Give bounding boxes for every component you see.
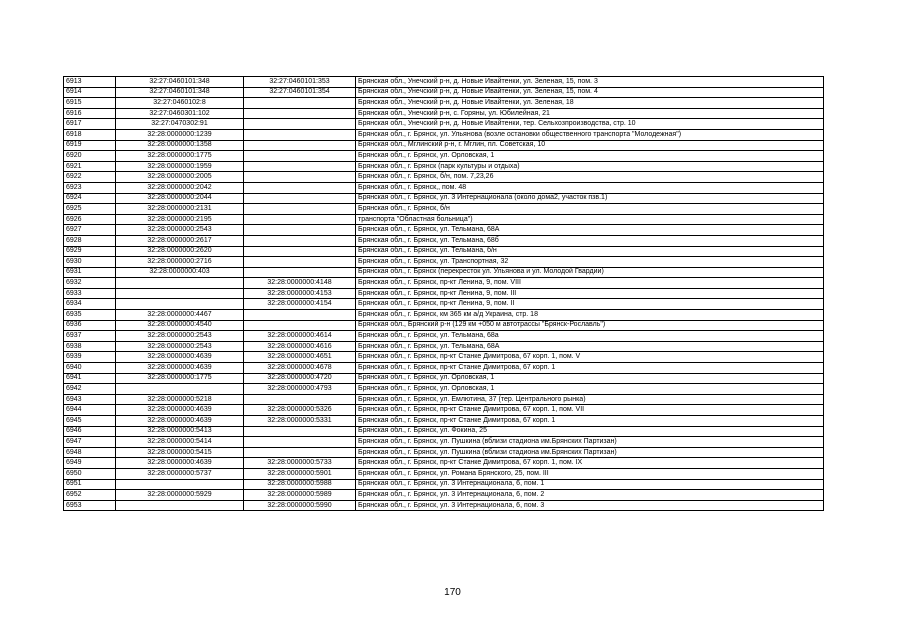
parent-cadastral-number-cell: 32:28:0000000:4540 [116, 320, 244, 331]
table-row [64, 447, 824, 458]
table-row [64, 87, 824, 98]
address-cell: Брянская обл., г. Брянск, пр-кт Станке Димитрова, 67 корп. 1, пом. VII [356, 405, 824, 416]
cadastral-number-cell: 32:28:0000000:5733 [244, 458, 356, 469]
row-number-cell: 6937 [64, 331, 116, 342]
address-cell: Брянская обл., г. Брянск, ул. Фокина, 25 [356, 426, 824, 437]
cadastral-number-cell: 32:28:0000000:4154 [244, 299, 356, 310]
parent-cadastral-number-cell: 32:28:0000000:5737 [116, 468, 244, 479]
table-row [64, 246, 824, 257]
cadastral-number-cell [244, 140, 356, 151]
row-number-cell: 6916 [64, 108, 116, 119]
parent-cadastral-number-cell: 32:28:0000000:2543 [116, 331, 244, 342]
table-row [64, 490, 824, 501]
row-number-cell: 6950 [64, 468, 116, 479]
cadastral-number-cell: 32:28:0000000:5326 [244, 405, 356, 416]
cadastral-number-cell [244, 235, 356, 246]
table-row [64, 310, 824, 321]
address-cell: Брянская обл., Унечский р-н, д. Новые Ивайтенки, тер. Сельхозпроизводства, стр. 10 [356, 119, 824, 130]
address-cell: Брянская обл., г. Брянск, км 365 км а/д Украина, стр. 18 [356, 310, 824, 321]
parent-cadastral-number-cell [116, 500, 244, 511]
table-row [64, 77, 824, 88]
row-number-cell: 6933 [64, 288, 116, 299]
row-number-cell: 6929 [64, 246, 116, 257]
row-number-cell: 6921 [64, 161, 116, 172]
cadastral-number-cell: 32:28:0000000:5331 [244, 416, 356, 427]
address-cell: Брянская обл., г. Брянск, ул. 3 Интернационала (около дома2, участок пзв.1) [356, 193, 824, 204]
table-row [64, 299, 824, 310]
row-number-cell: 6945 [64, 416, 116, 427]
parent-cadastral-number-cell: 32:27:0460102:8 [116, 98, 244, 109]
table-row [64, 437, 824, 448]
row-number-cell: 6939 [64, 352, 116, 363]
row-number-cell: 6940 [64, 363, 116, 374]
parent-cadastral-number-cell: 32:28:0000000:4639 [116, 405, 244, 416]
cadastral-number-cell [244, 161, 356, 172]
cadastral-number-cell [244, 193, 356, 204]
row-number-cell: 6924 [64, 193, 116, 204]
cadastral-number-cell: 32:28:0000000:4148 [244, 278, 356, 289]
row-number-cell: 6917 [64, 119, 116, 130]
row-number-cell: 6941 [64, 373, 116, 384]
table-row [64, 108, 824, 119]
table-row [64, 373, 824, 384]
parent-cadastral-number-cell: 32:28:0000000:2617 [116, 235, 244, 246]
address-cell: Брянская обл., г. Брянск, ул. Тельмана, б/н [356, 246, 824, 257]
row-number-cell: 6926 [64, 214, 116, 225]
parent-cadastral-number-cell [116, 278, 244, 289]
cadastral-number-cell [244, 310, 356, 321]
table-row [64, 352, 824, 363]
cadastral-number-cell [244, 437, 356, 448]
table-row [64, 235, 824, 246]
address-cell: Брянская обл., г. Брянск, б/н, пом. 7,23,26 [356, 172, 824, 183]
cadastral-number-cell [244, 204, 356, 215]
parent-cadastral-number-cell: 32:28:0000000:2005 [116, 172, 244, 183]
address-cell: Брянская обл., г. Брянск, ул. 3 Интернационала, 6, пом. 2 [356, 490, 824, 501]
cadastral-number-cell [244, 98, 356, 109]
table-row [64, 341, 824, 352]
row-number-cell: 6949 [64, 458, 116, 469]
cadastral-number-cell: 32:28:0000000:4614 [244, 331, 356, 342]
table-row [64, 458, 824, 469]
parent-cadastral-number-cell: 32:28:0000000:5218 [116, 394, 244, 405]
table-row [64, 214, 824, 225]
parent-cadastral-number-cell [116, 384, 244, 395]
parent-cadastral-number-cell: 32:27:0460101:348 [116, 77, 244, 88]
row-number-cell: 6918 [64, 129, 116, 140]
table-row [64, 225, 824, 236]
parent-cadastral-number-cell: 32:28:0000000:1775 [116, 151, 244, 162]
address-cell: Брянская обл., Мглинский р-н, г. Мглин, пл. Советская, 10 [356, 140, 824, 151]
cadastral-number-cell [244, 257, 356, 268]
row-number-cell: 6922 [64, 172, 116, 183]
cadastral-number-cell: 32:28:0000000:5988 [244, 479, 356, 490]
parent-cadastral-number-cell [116, 299, 244, 310]
table-row [64, 267, 824, 278]
cadastral-number-cell [244, 320, 356, 331]
row-number-cell: 6920 [64, 151, 116, 162]
table-row [64, 278, 824, 289]
address-cell: Брянская обл., Унечский р-н, д. Новые Ивайтенки, ул. Зеленая, 15, пом. 4 [356, 87, 824, 98]
table-row [64, 416, 824, 427]
cadastral-number-cell: 32:28:0000000:4793 [244, 384, 356, 395]
cadastral-number-cell [244, 108, 356, 119]
row-number-cell: 6915 [64, 98, 116, 109]
address-cell: Брянская обл., г. Брянск, ул. Емлютина, 37 (тер. Центрального рынка) [356, 394, 824, 405]
address-cell: Брянская обл., г. Брянск, б/н [356, 204, 824, 215]
cadastral-number-cell [244, 214, 356, 225]
table-row [64, 119, 824, 130]
address-cell: Брянская обл., г. Брянск, ул. Пушкина (вблизи стадиона им.Брянских Партизан) [356, 437, 824, 448]
address-cell: Брянская обл., г. Брянск, ул. 3 Интернационала, 6, пом. 1 [356, 479, 824, 490]
table-row [64, 98, 824, 109]
row-number-cell: 6942 [64, 384, 116, 395]
address-cell: Брянская обл., г. Брянск, ул. Тельмана, 68а [356, 331, 824, 342]
parent-cadastral-number-cell: 32:28:0000000:2195 [116, 214, 244, 225]
table-row [64, 204, 824, 215]
parent-cadastral-number-cell: 32:27:0460301:102 [116, 108, 244, 119]
row-number-cell: 6930 [64, 257, 116, 268]
cadastral-number-cell: 32:28:0000000:5990 [244, 500, 356, 511]
parent-cadastral-number-cell: 32:28:0000000:4639 [116, 363, 244, 374]
parent-cadastral-number-cell: 32:28:0000000:5413 [116, 426, 244, 437]
address-cell: Брянская обл., г. Брянск, ул. 3 Интернационала, 6, пом. 3 [356, 500, 824, 511]
row-number-cell: 6951 [64, 479, 116, 490]
address-cell: Брянская обл., г. Брянск, ул. Транспортная, 32 [356, 257, 824, 268]
parent-cadastral-number-cell: 32:28:0000000:403 [116, 267, 244, 278]
cadastral-number-cell [244, 426, 356, 437]
cadastral-number-cell [244, 182, 356, 193]
parent-cadastral-number-cell: 32:28:0000000:4639 [116, 416, 244, 427]
parent-cadastral-number-cell: 32:28:0000000:1239 [116, 129, 244, 140]
row-number-cell: 6913 [64, 77, 116, 88]
parent-cadastral-number-cell: 32:28:0000000:2716 [116, 257, 244, 268]
cadastral-number-cell [244, 246, 356, 257]
address-cell: Брянская обл., г. Брянск (парк культуры и отдыха) [356, 161, 824, 172]
row-number-cell: 6927 [64, 225, 116, 236]
page-number: 170 [444, 587, 461, 598]
address-cell: Брянская обл., г. Брянск, пр-кт Станке Димитрова, 67 корп. 1, пом. V [356, 352, 824, 363]
cadastral-number-cell [244, 447, 356, 458]
row-number-cell: 6931 [64, 267, 116, 278]
table-row [64, 500, 824, 511]
address-cell: Брянская обл., Брянский р-н (129 км +050 м автотрассы "Брянск-Рославль") [356, 320, 824, 331]
table-row [64, 182, 824, 193]
row-number-cell: 6914 [64, 87, 116, 98]
table-row [64, 129, 824, 140]
parent-cadastral-number-cell: 32:28:0000000:5929 [116, 490, 244, 501]
cadastral-number-cell: 32:28:0000000:4651 [244, 352, 356, 363]
address-cell: Брянская обл., г. Брянск, пр-кт Ленина, 9, пом. III [356, 288, 824, 299]
address-cell: Брянская обл., г. Брянск, ул. Ульянова (возле остановки общественного транспорта "Молодежная") [356, 129, 824, 140]
address-cell: Брянская обл., г. Брянск, ул. Пушкина (вблизи стадиона им.Брянских Партизан) [356, 447, 824, 458]
cadastral-number-cell [244, 225, 356, 236]
parent-cadastral-number-cell: 32:28:0000000:1959 [116, 161, 244, 172]
address-cell: Брянская обл., г. Брянск, ул. Орловская, 1 [356, 373, 824, 384]
parent-cadastral-number-cell: 32:28:0000000:2042 [116, 182, 244, 193]
row-number-cell: 6925 [64, 204, 116, 215]
address-cell: Брянская обл., г. Брянск (перекресток ул. Ульянова и ул. Молодой Гвардии) [356, 267, 824, 278]
parent-cadastral-number-cell: 32:28:0000000:4467 [116, 310, 244, 321]
address-cell: Брянская обл., г. Брянск, ул. Тельмана, 68А [356, 225, 824, 236]
address-cell: Брянская обл., Унечский р-н, д. Новые Ивайтенки, ул. Зеленая, 15, пом. 3 [356, 77, 824, 88]
cadastral-number-cell [244, 394, 356, 405]
row-number-cell: 6923 [64, 182, 116, 193]
address-cell: Брянская обл., г. Брянск, пр-кт Станке Димитрова, 67 корп. 1 [356, 363, 824, 374]
table-row [64, 363, 824, 374]
parent-cadastral-number-cell: 32:28:0000000:1775 [116, 373, 244, 384]
parent-cadastral-number-cell: 32:28:0000000:4639 [116, 352, 244, 363]
address-cell: Брянская обл., Унечский р-н, д. Новые Ивайтенки, ул. Зеленая, 18 [356, 98, 824, 109]
address-cell: Брянская обл., г. Брянск, ул. Тельмана, 68б [356, 235, 824, 246]
cadastral-number-cell [244, 129, 356, 140]
cadastral-number-cell [244, 172, 356, 183]
parent-cadastral-number-cell: 32:28:0000000:2543 [116, 341, 244, 352]
table-row [64, 479, 824, 490]
address-cell: Брянская обл., г. Брянск, пр-кт Станке Димитрова, 67 корп. 1, пом. IX [356, 458, 824, 469]
cadastral-number-cell [244, 119, 356, 130]
parent-cadastral-number-cell: 32:28:0000000:1358 [116, 140, 244, 151]
address-cell: Брянская обл., г. Брянск, ул. Тельмана, 68А [356, 341, 824, 352]
cadastral-number-cell: 32:28:0000000:4616 [244, 341, 356, 352]
cadastral-number-cell: 32:28:0000000:4153 [244, 288, 356, 299]
table-row [64, 468, 824, 479]
row-number-cell: 6928 [64, 235, 116, 246]
row-number-cell: 6934 [64, 299, 116, 310]
parent-cadastral-number-cell [116, 288, 244, 299]
address-cell: Брянская обл., г. Брянск, ул. Орловская, 1 [356, 384, 824, 395]
row-number-cell: 6943 [64, 394, 116, 405]
table-row [64, 161, 824, 172]
registry-table-body [64, 77, 824, 511]
table-row [64, 288, 824, 299]
cadastral-number-cell: 32:28:0000000:4720 [244, 373, 356, 384]
address-cell: Брянская обл., г. Брянск, пр-кт Ленина, 9, пом. II [356, 299, 824, 310]
address-cell: Брянская обл., г. Брянск, ул. Романа Брянского, 25, пом. III [356, 468, 824, 479]
table-row [64, 193, 824, 204]
parent-cadastral-number-cell: 32:28:0000000:5415 [116, 447, 244, 458]
table-row [64, 405, 824, 416]
row-number-cell: 6919 [64, 140, 116, 151]
address-cell: Брянская обл., г. Брянск,, пом. 48 [356, 182, 824, 193]
table-row [64, 394, 824, 405]
row-number-cell: 6948 [64, 447, 116, 458]
address-cell: Брянская обл., г. Брянск, пр-кт Станке Димитрова, 67 корп. 1 [356, 416, 824, 427]
parent-cadastral-number-cell: 32:28:0000000:4639 [116, 458, 244, 469]
table-row [64, 151, 824, 162]
row-number-cell: 6953 [64, 500, 116, 511]
cadastral-number-cell: 32:28:0000000:4678 [244, 363, 356, 374]
table-row [64, 384, 824, 395]
address-cell: Брянская обл., г. Брянск, ул. Орловская, 1 [356, 151, 824, 162]
row-number-cell: 6947 [64, 437, 116, 448]
parent-cadastral-number-cell: 32:28:0000000:2044 [116, 193, 244, 204]
registry-table [63, 76, 824, 511]
parent-cadastral-number-cell: 32:28:0000000:2620 [116, 246, 244, 257]
table-row [64, 140, 824, 151]
cadastral-number-cell [244, 151, 356, 162]
parent-cadastral-number-cell [116, 479, 244, 490]
table-row [64, 320, 824, 331]
row-number-cell: 6952 [64, 490, 116, 501]
parent-cadastral-number-cell: 32:28:0000000:2131 [116, 204, 244, 215]
parent-cadastral-number-cell: 32:28:0000000:2543 [116, 225, 244, 236]
cadastral-number-cell: 32:28:0000000:5989 [244, 490, 356, 501]
row-number-cell: 6936 [64, 320, 116, 331]
address-cell: транспорта "Областная больница") [356, 214, 824, 225]
row-number-cell: 6932 [64, 278, 116, 289]
row-number-cell: 6944 [64, 405, 116, 416]
table-row [64, 426, 824, 437]
table-row [64, 172, 824, 183]
table-row [64, 331, 824, 342]
cadastral-number-cell: 32:28:0000000:5901 [244, 468, 356, 479]
cadastral-number-cell: 32:27:0460101:353 [244, 77, 356, 88]
parent-cadastral-number-cell: 32:27:0460101:348 [116, 87, 244, 98]
parent-cadastral-number-cell: 32:27:0470302:91 [116, 119, 244, 130]
cadastral-number-cell [244, 267, 356, 278]
row-number-cell: 6938 [64, 341, 116, 352]
parent-cadastral-number-cell: 32:28:0000000:5414 [116, 437, 244, 448]
table-row [64, 257, 824, 268]
row-number-cell: 6946 [64, 426, 116, 437]
cadastral-number-cell: 32:27:0460101:354 [244, 87, 356, 98]
row-number-cell: 6935 [64, 310, 116, 321]
address-cell: Брянская обл., г. Брянск, пр-кт Ленина, 9, пом. VIII [356, 278, 824, 289]
address-cell: Брянская обл., Унечский р-н, с. Горяны, ул. Юбилейная, 21 [356, 108, 824, 119]
